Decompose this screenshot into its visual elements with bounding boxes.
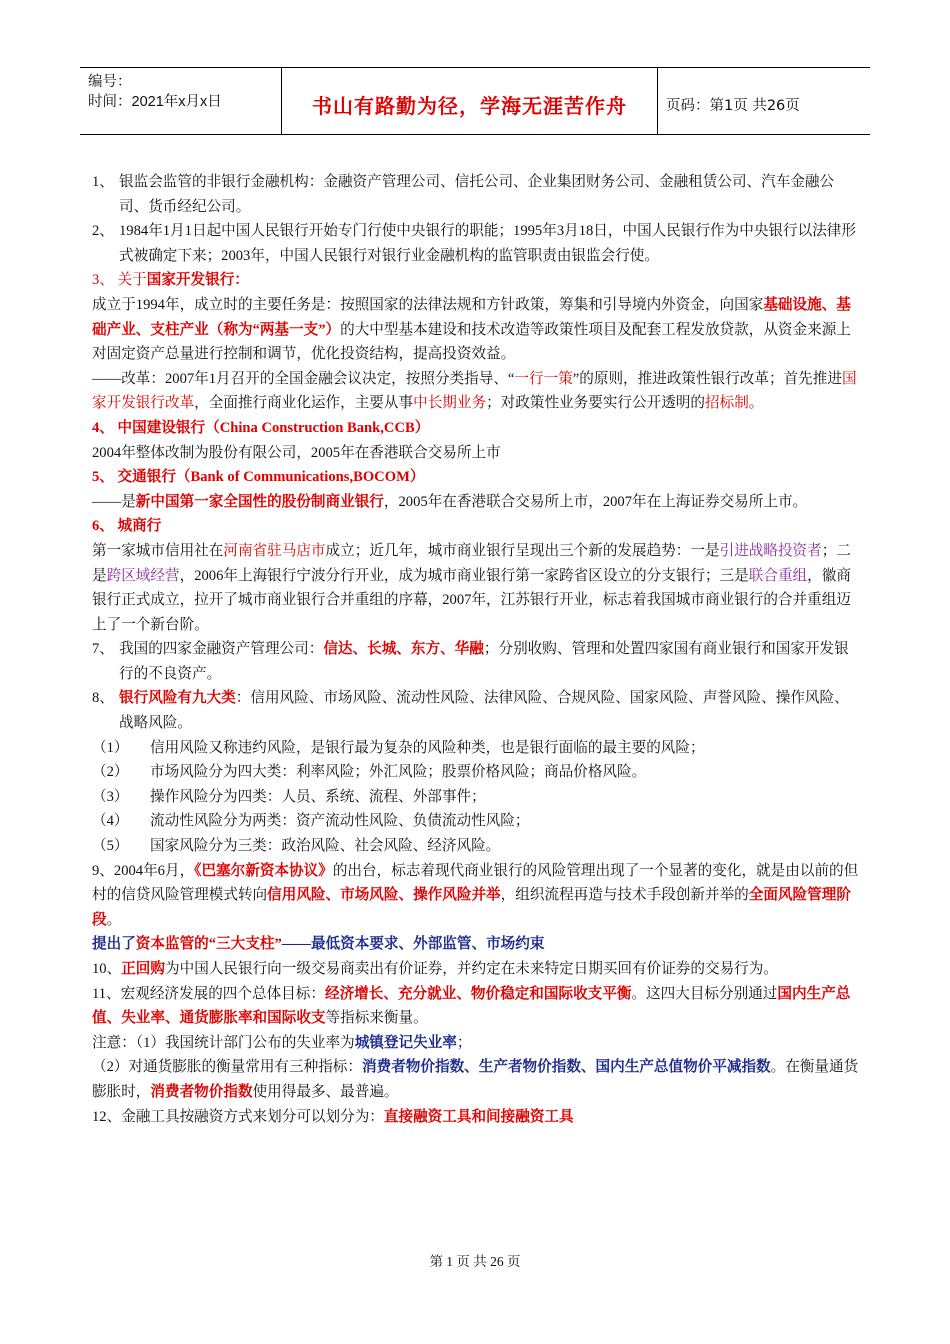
item-11-note-2: （2）对通货膨胀的衡量常用有三种指标：消费者物价指数、生产者物价指数、国内生产总值物价平减指数。在衡量通货膨胀时，消费者物价指数使用得最多、最普遍。 [92, 1059, 859, 1100]
item-9: 9、2004年6月，《巴塞尔新资本协议》的出台，标志着现代商业银行的风险管理出现了一个显著的变化，就是由以前的但村的信贷风险管理模式转向信用风险、市场风险、操作风险并举，组织流程再造与技术手段创新并举的全面风险管理阶段。 [92, 862, 859, 928]
item-8-sub-3: （3） 操作风险分为四类：人员、系统、流程、外部事件； [92, 788, 486, 805]
item-12: 12、金融工具按融资方式来划分可以划分为：直接融资工具和间接融资工具 [92, 1108, 574, 1125]
item-8-sub-1: （1） 信用风险又称违约风险，是银行最为复杂的风险种类，也是银行面临的最主要的风险； [92, 739, 705, 756]
item-8-sub-5: （5） 国家风险分为三类：政治风险、社会风险、经济风险。 [92, 838, 501, 855]
page-footer: 第 1 页 共 26 页 [429, 1254, 521, 1269]
item-1: 1、 银监会监管的非银行金融机构：金融资产管理公司、信托公司、企业集团财务公司、金融租赁公司、汽车金融公司、货币经纪公司。 [92, 174, 835, 215]
item-11: 11、宏观经济发展的四个总体目标：经济增长、充分就业、物价稳定和国际收支平衡。这四大目标分别通过国内生产总值、失业率、通货膨胀率和国际收支等指标来衡量。 [92, 985, 851, 1027]
item-3-para-1: 成立于1994年，成立时的主要任务是：按照国家的法律法规和方针政策，筹集和引导境内外资金，向国家基础设施、基础产业、支柱产业（称为“两基一支”）的大中型基本建设和技术改造等政策性项目及配套工程发放贷款，从资金来源上对固定资产总量进行控制和调节，优化投资结构，提高投资效益。 [92, 296, 851, 363]
item-5-text: ——是新中国第一家全国性的股份制商业银行，2005年在香港联合交易所上市，2007年在上海证券交易所上市。 [92, 493, 808, 510]
item-11-note-1: 注意：（1）我国统计部门公布的失业率为城镇登记失业率； [92, 1034, 472, 1051]
number-label: 编号： [88, 74, 132, 90]
item-8-sub-4: （4） 流动性风险分为两类：资产流动性风险、负债流动性风险； [92, 813, 530, 830]
item-6-title: 6、 城商行 [92, 518, 162, 535]
item-6-text: 第一家城市信用社在河南省驻马店市成立；近几年，城市商业银行呈现出三个新的发展趋势：一是引进战略投资者；二是跨区域经营，2006年上海银行宁波分行开业，成为城市商业银行第一家跨省区设立的分支银行；三是联合重组，徽商银行正式成立，拉开了城市商业银行合并重组的序幕，2007年，江苏银行开业，标志着我国城市商业银行的合并重组迈上了一个新台阶。 [92, 542, 851, 633]
item-7: 7、 我国的四家金融资产管理公司：信达、长城、东方、华融；分别收购、管理和处置四家国有商业银行和国家开发银行的不良资产。 [92, 641, 849, 682]
document-body [92, 170, 862, 1129]
item-8: 8、 银行风险有九大类：信用风险、市场风险、流动性风险、法律风险、合规风险、国家风险、声誉风险、操作风险、战略风险。 [92, 690, 849, 732]
item-5-title: 5、 交通银行（Bank of Communications,BOCOM） [92, 469, 425, 486]
item-4-text: 2004年整体改制为股份有限公司，2005年在香港联合交易所上市 [92, 444, 501, 461]
header-motto: 书山有路勤为径，学海无涯苦作舟 [282, 68, 658, 134]
item-10: 10、正回购为中国人民银行向一级交易商卖出有价证券，并约定在未来特定日期买回有价证券的交易行为。 [92, 961, 778, 977]
time-label: 时间：2021年x月x日 [88, 94, 222, 110]
page-header [80, 67, 870, 135]
item-9-pillars: 提出了资本监管的“三大支柱”——最低资本要求、外部监管、市场约束 [92, 936, 545, 953]
item-8-sub-2: （2） 市场风险分为四大类：利率风险；外汇风险；股票价格风险；商品价格风险。 [92, 764, 647, 781]
item-3-title: 3、 关于国家开发银行： [92, 272, 249, 289]
item-2: 2、 1984年1月1日起中国人民银行开始专门行使中央银行的职能；1995年3月18日，中国人民银行作为中央银行以法律形式被确定下来；2003年，中国人民银行对银行业金融机构的监管职责由银监会行使。 [92, 223, 856, 264]
item-3-para-2: ——改革：2007年1月召开的全国金融会议决定，按照分类指导、“一行一策”的原则，推进政策性银行改革；首先推进国家开发银行改革，全面推行商业化运作，主要从事中长期业务；对政策性业务要实行公开透明的招标制。 [92, 370, 857, 412]
header-page-label: 页码：第1页 共26页 [666, 97, 800, 114]
header-meta [80, 68, 282, 134]
item-4-title: 4、 中国建设银行（China Construction Bank,CCB） [92, 419, 430, 436]
